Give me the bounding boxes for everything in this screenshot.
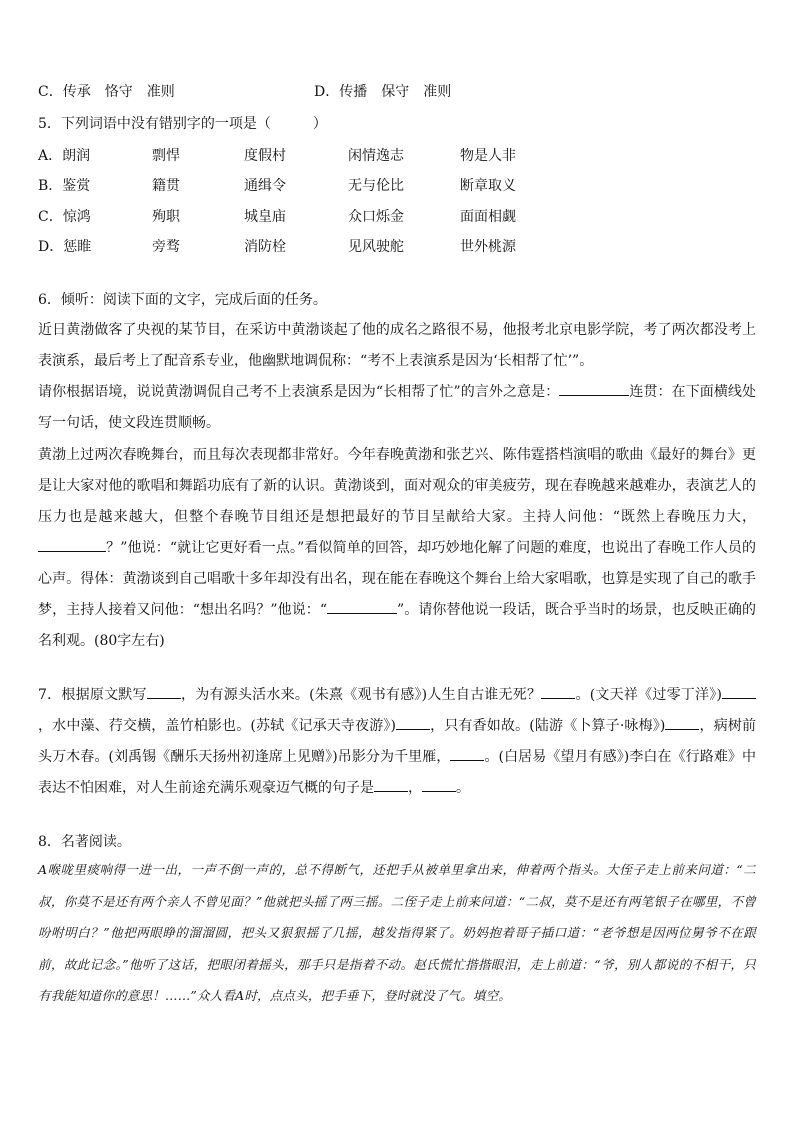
q6-paragraph-2 xyxy=(38,377,756,439)
q7-text-6: ，病树前头万木春。(刘禹锡《酬乐天扬州初逢席上见赠》)吊影分为千里雁， xyxy=(38,718,757,765)
q7-blank-8[interactable] xyxy=(422,777,456,792)
q5-c-label: C．惊鸿 xyxy=(38,209,91,225)
q5-d-word1: 旁骛 xyxy=(152,239,180,255)
q4-option-c: C．传承 恪守 准则 xyxy=(38,84,175,100)
q7-text-1: 7．根据原文默写 xyxy=(38,687,147,703)
q6-p2-text-a: 请你根据语境，说说黄渤调侃自己考不上表演系是因为“长相帮了忙”的言外之意是： xyxy=(38,384,560,400)
q5-b-label: B．鉴赏 xyxy=(38,178,91,194)
q7-text-2: ，为有源头活水来。(朱熹《观书有感》)人生自古谁无死？ xyxy=(180,687,542,703)
q5-a-word1: 剽悍 xyxy=(152,148,180,164)
q7-blank-7[interactable] xyxy=(374,777,408,792)
q6-paragraph-3 xyxy=(38,440,756,657)
q6-p2-text-b: 连贯：在下面横线处写一句话，使文段连贯顺畅。 xyxy=(38,384,757,431)
q8-passage: A喉咙里痰响得一进一出，一声不倒一声的，总不得断气，还把手从被单里拿出来，伸着两个指头。大侄子走上前来问道：“二叔，你莫不是还有两个亲人不曾见面？”他就把头摇了两三摇。二侄子走上前来问道：“二叔，莫不是还有两笔银子在哪里，不曾吩咐明白？”他把两眼睁的溜溜圆，把头又狠狠摇了几摇，越发指得紧了。奶妈抱着哥子插口道：“老爷想是因两位舅爷不在跟前，故此记念。”他听了这话，把眼闭着摇头，那手只是指着不动。赵氏慌忙揩揩眼泪，走上前道：“爷，别人都说的不相干，只有我能知道你的意思！……”众人看A时，点点头，把手垂下，登时就没了气。填空。 xyxy=(38,862,756,1003)
q7-blank-5[interactable] xyxy=(665,715,699,730)
q7-paragraph xyxy=(38,680,756,804)
q7-text-5: ，只有香如故。(陆游《卜算子·咏梅》) xyxy=(430,718,666,734)
q7-text-9: 。 xyxy=(456,780,470,796)
q6-answer-blank-1[interactable] xyxy=(559,381,629,396)
q5-c-word4: 面面相觑 xyxy=(460,209,516,225)
q6-title: 6．倾听：阅读下面的文字，完成后面的任务。 xyxy=(38,292,327,308)
q5-a-word3: 闲情逸志 xyxy=(348,148,404,164)
q7-blank-2[interactable] xyxy=(541,684,575,699)
q6-paragraph-1: 近日黄渤做客了央视的某节目，在采访中黄渤谈起了他的成名之路很不易，他报考北京电影学院，考了两次都没考上表演系，最后考上了配音系专业，他幽默地调侃称：“考不上表演系是因为‘长相帮了忙’”。 xyxy=(38,322,756,369)
q5-a-label: A．朗润 xyxy=(38,148,91,164)
q5-b-word4: 断章取义 xyxy=(460,178,516,194)
q7-text-3: 。(文天祥《过零丁洋》) xyxy=(575,687,722,703)
q7-text-4: ，水中藻、荇交横，盖竹柏影也。(苏轼《记承天寺夜游》) xyxy=(38,718,397,734)
q5-stem: 5．下列词语中没有错别字的一项是（ ） xyxy=(38,116,327,132)
q6-p3-text-a: 黄渤上过两次春晚舞台，而且每次表现都非常好。今年春晚黄渤和张艺兴、陈伟霆搭档演唱的歌曲《最好的舞台》更是让大家对他的歌唱和舞蹈功底有了新的认识。黄渤谈到，面对观众的审美疲劳，现在春晚越来越难办，表演艺人的压力也是越来越大，但整个春晚节目组还是想把最好的节目呈献给大家。主持人问他：“既然上春晚压力大， xyxy=(38,447,756,525)
q6-p3-text-c: ”。请你替他说一段话，既合乎当时的场景，也反映正确的名利观。(80字左右) xyxy=(38,602,756,649)
q5-d-label: D．惩睢 xyxy=(38,239,92,255)
q7-blank-6[interactable] xyxy=(450,746,484,761)
q5-b-word1: 籍贯 xyxy=(152,178,180,194)
q8-title: 8．名著阅读。 xyxy=(38,834,131,850)
q5-d-word3: 见风驶舵 xyxy=(348,239,404,255)
q5-c-word1: 殉职 xyxy=(152,209,180,225)
q6-answer-blank-3[interactable] xyxy=(327,599,397,614)
q5-a-word2: 度假村 xyxy=(244,148,286,164)
q7-blank-1[interactable] xyxy=(147,684,181,699)
q6-answer-blank-2[interactable] xyxy=(38,537,106,552)
q7-blank-4[interactable] xyxy=(396,715,430,730)
q5-d-word4: 世外桃源 xyxy=(460,239,516,255)
q5-a-word4: 物是人非 xyxy=(460,148,516,164)
q7-blank-3[interactable] xyxy=(722,684,756,699)
q6-p3-text-b: ？”他说：“就让它更好看一点。”看似简单的回答，却巧妙地化解了问题的难度，也说出了春晚工作人员的心声。得体：黄渤谈到自己唱歌十多年却没有出名，现在能在春晚这个舞台上给大家唱歌，也算是实现了自己的歌手梦，主持人接着又问他：“想出名吗？”他说：“ xyxy=(38,540,756,618)
q4-option-d: D．传播 保守 准则 xyxy=(314,84,452,100)
q5-c-word3: 众口烁金 xyxy=(348,209,404,225)
q5-b-word2: 通缉令 xyxy=(244,178,286,194)
q5-c-word2: 城皇庙 xyxy=(244,209,286,225)
q5-d-word2: 消防栓 xyxy=(244,239,286,255)
q7-text-8: ， xyxy=(408,780,422,796)
q7-text-7: 。(白居易《望月有感》)李白在《行路难》中表达不怕困难，对人生前途充满乐观豪迈气概的句子是 xyxy=(38,749,756,796)
q5-b-word3: 无与伦比 xyxy=(348,178,404,194)
